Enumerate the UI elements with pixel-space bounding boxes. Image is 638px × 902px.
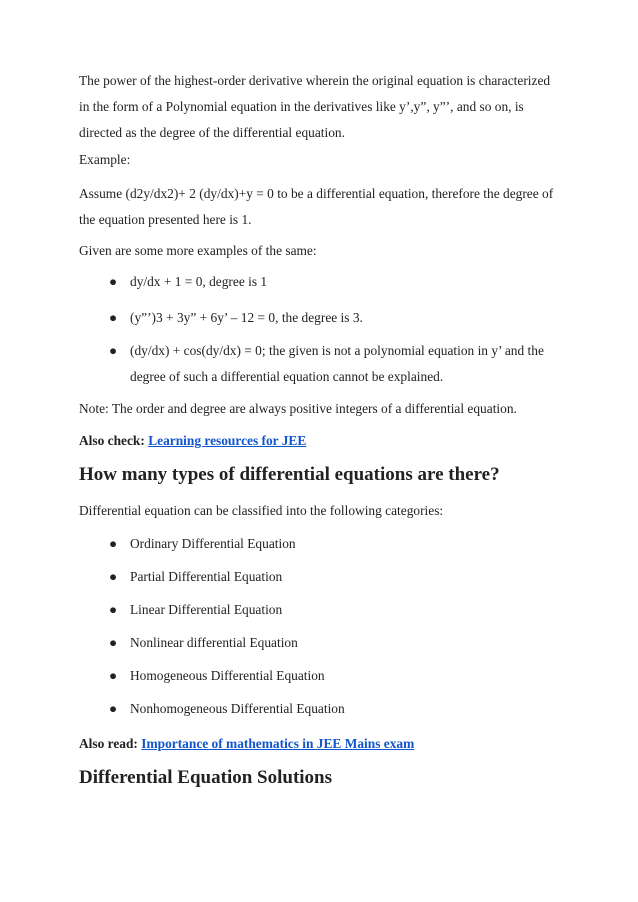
example-item-1	[109, 269, 559, 295]
example-paragraph: Assume (d2y/dx2)+ 2 (dy/dx)+y = 0 to be a differential equation, therefore the degree of the equation presented here is 1.	[79, 186, 554, 227]
example-item-text: (y”’)3 + 3y” + 6y’ – 12 = 0, the degree is 3.	[130, 310, 363, 325]
bullet-icon: ●	[109, 536, 118, 551]
category-item-linear	[109, 597, 559, 623]
category-item-text: Partial Differential Equation	[130, 569, 283, 584]
bullet-icon: ●	[109, 274, 118, 289]
bullet-icon: ●	[109, 310, 118, 325]
category-item-text: Nonhomogeneous Differential Equation	[130, 701, 345, 716]
solutions-heading: Differential Equation Solutions	[79, 767, 333, 788]
types-heading: How many types of differential equations are there?	[79, 464, 500, 485]
jee-mathematics-link[interactable]: Importance of mathematics in JEE Mains exam	[141, 736, 415, 751]
category-item-nonhomogeneous	[109, 696, 559, 722]
example-item-2	[109, 305, 559, 331]
example-label: Example:	[79, 152, 131, 167]
also-read-line	[79, 731, 414, 757]
bullet-icon: ●	[109, 569, 118, 584]
category-item-text: Ordinary Differential Equation	[130, 536, 296, 551]
category-item-nonlinear	[109, 630, 559, 656]
category-item-text: Homogeneous Differential Equation	[130, 668, 325, 683]
also-read-label: Also read:	[79, 736, 138, 751]
category-item-text: Nonlinear differential Equation	[130, 635, 298, 650]
example-item-3	[109, 338, 559, 390]
more-examples-paragraph: Given are some more examples of the same:	[79, 243, 317, 258]
bullet-icon: ●	[109, 668, 118, 683]
intro-paragraph: The power of the highest-order derivative wherein the original equation is characterized in the form of a Polynomial equation in the derivatives like y’,y”, y”’, and so on, is directed as the degree of the differential equation.	[79, 73, 551, 140]
types-intro-paragraph: Differential equation can be classified into the following categories:	[79, 503, 444, 518]
bullet-icon: ●	[109, 635, 118, 650]
learning-resources-link[interactable]: Learning resources for JEE	[148, 433, 307, 448]
category-item-partial	[109, 564, 559, 590]
example-item-text: (dy/dx) + cos(dy/dx) = 0; the given is not a polynomial equation in y’ and the degree of such a differential equation cannot be explained.	[130, 343, 544, 384]
also-check-line	[79, 428, 306, 454]
also-check-label: Also check:	[79, 433, 145, 448]
category-item-ordinary	[109, 531, 559, 557]
example-item-text: dy/dx + 1 = 0, degree is 1	[130, 274, 268, 289]
note-paragraph: Note: The order and degree are always positive integers of a differential equation.	[79, 401, 517, 416]
category-item-homogeneous	[109, 663, 559, 689]
bullet-icon: ●	[109, 343, 118, 358]
bullet-icon: ●	[109, 701, 118, 716]
bullet-icon: ●	[109, 602, 118, 617]
category-item-text: Linear Differential Equation	[130, 602, 283, 617]
